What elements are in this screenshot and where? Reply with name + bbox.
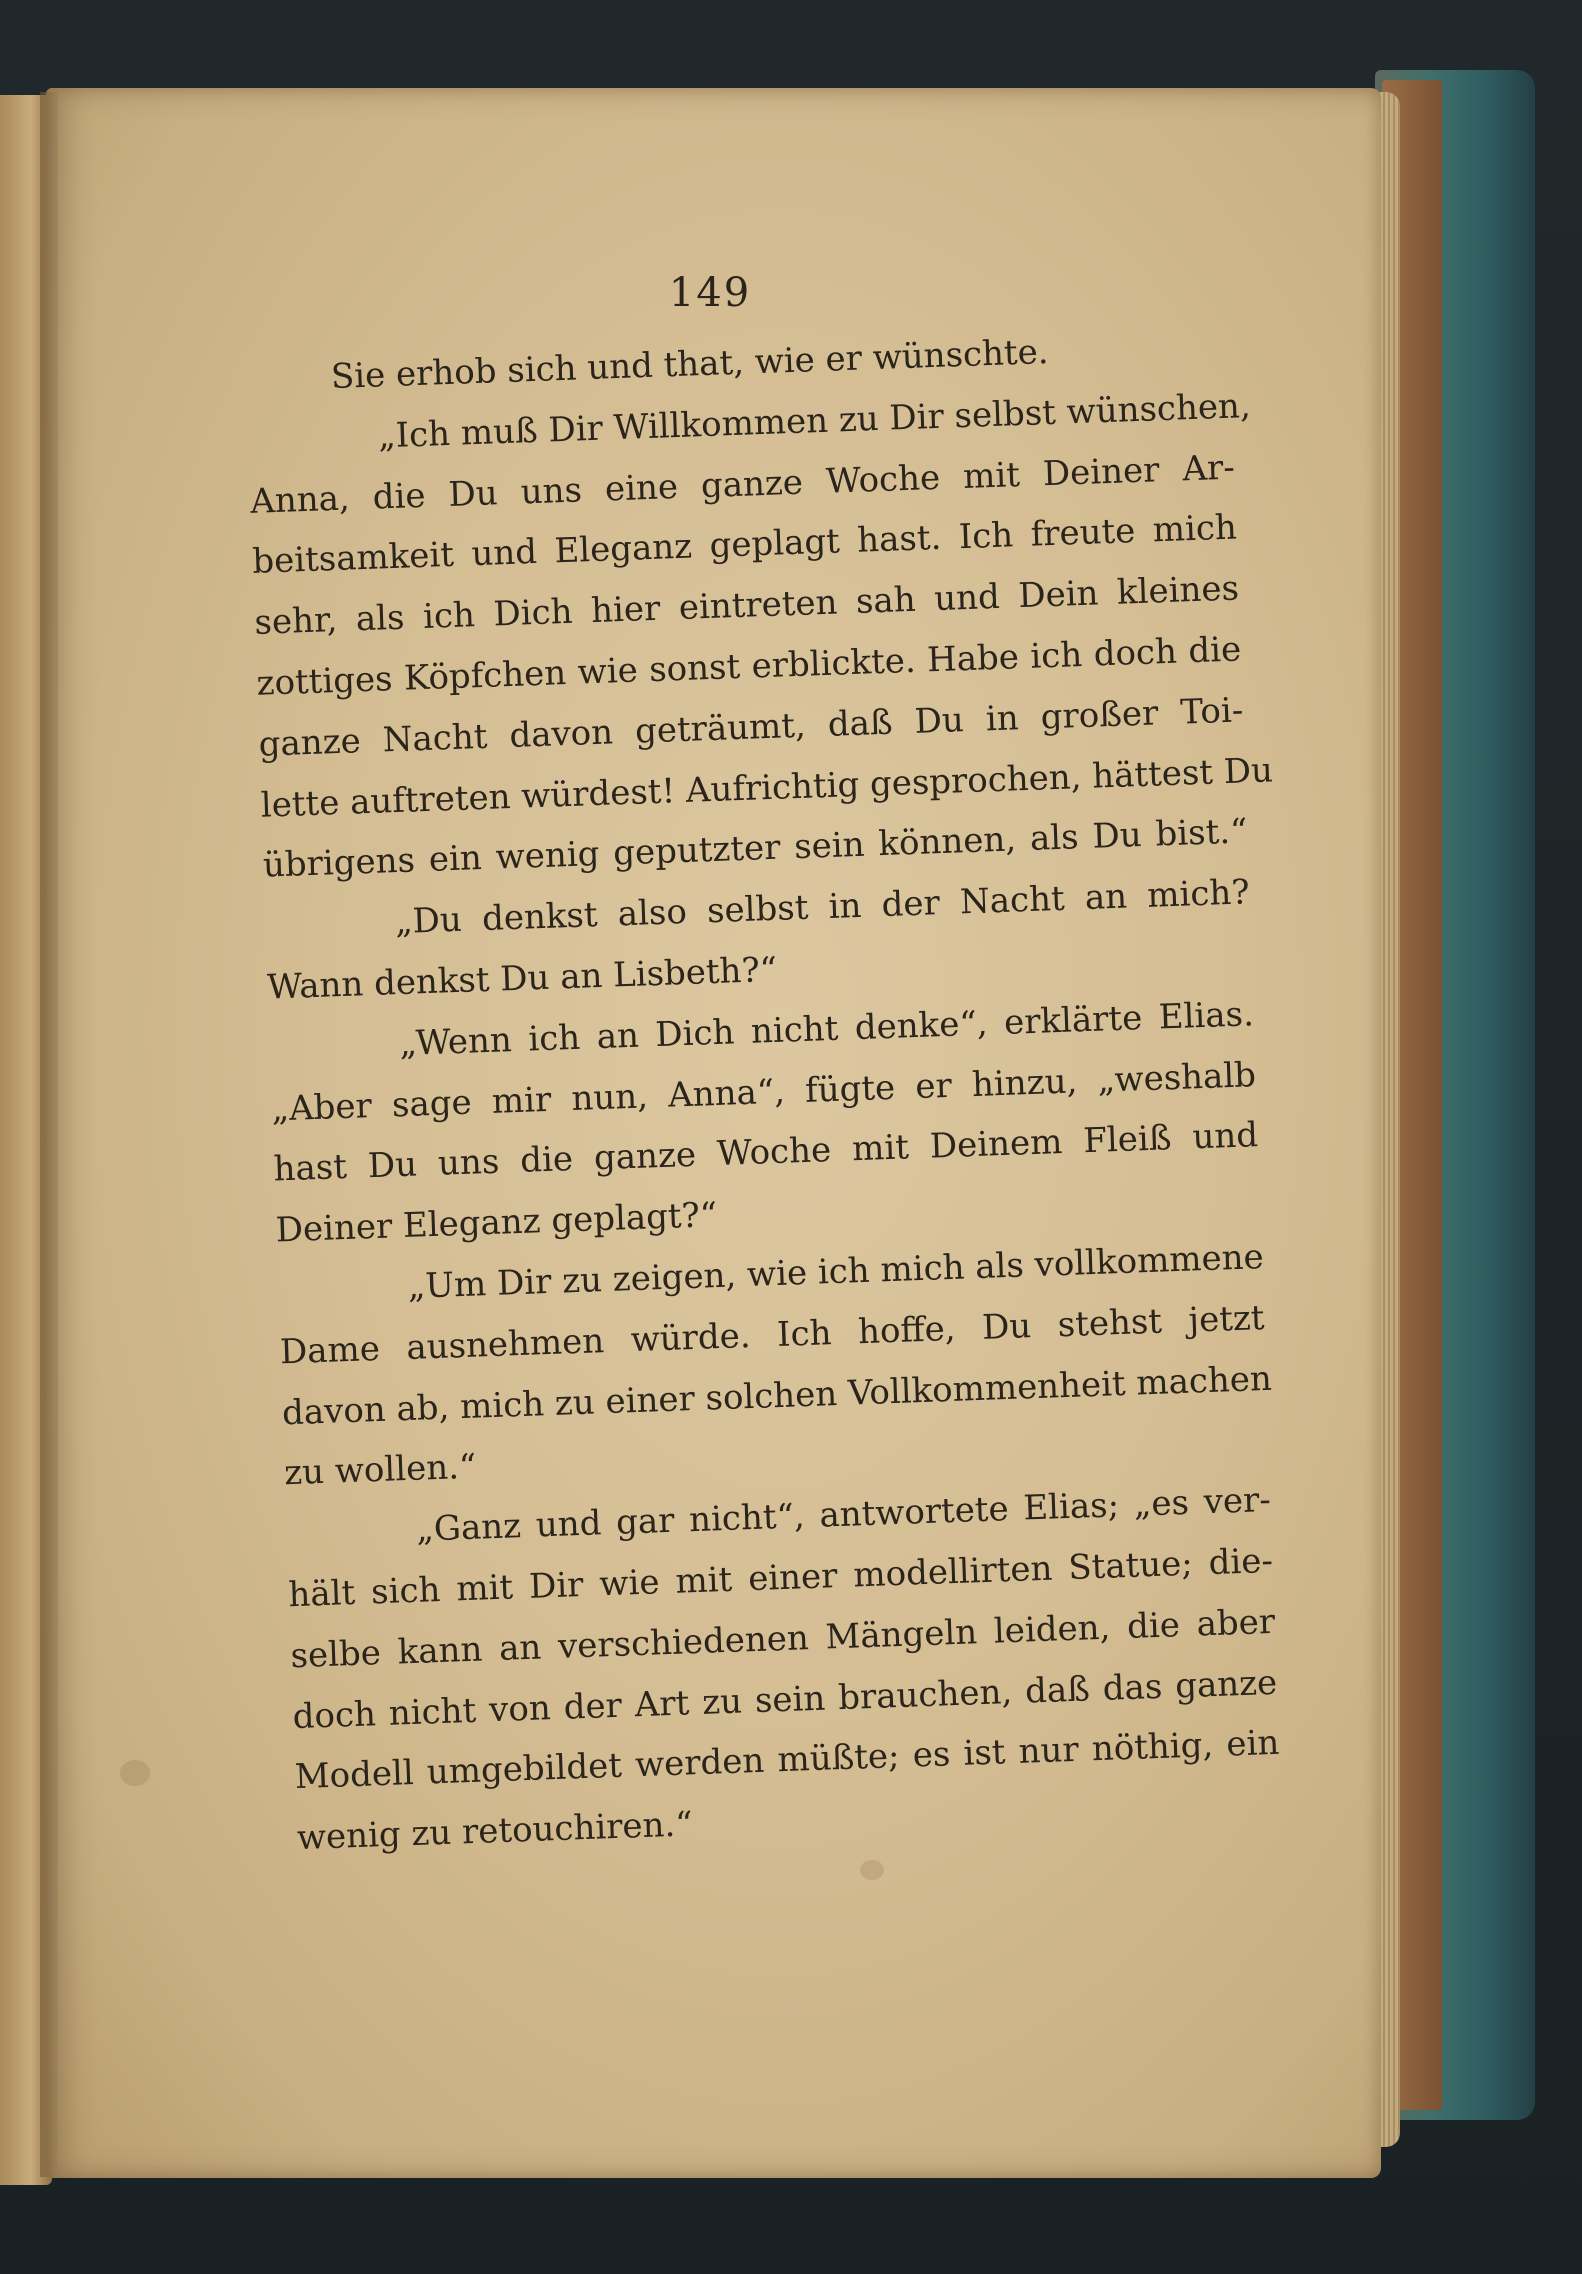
text-line: „Um Dir zu zeigen, wie ich mich als vollkommene	[407, 1236, 1265, 1307]
text-line: lette auftreten würdest! Aufrichtig gesprochen, hättest Du	[260, 749, 1274, 826]
text-line: ganze Nacht davon geträumt, daß Du in großer Toi-	[258, 690, 1244, 765]
page-stain	[860, 1860, 884, 1880]
text-line: „Du denkst also selbst in der Nacht an mich?	[394, 872, 1251, 943]
text-line: Deiner Eleganz geplagt?“	[275, 1195, 718, 1251]
page-number: 149	[668, 270, 752, 316]
text-line: übrigens ein wenig geputzter sein können, als Du bist.“	[262, 811, 1249, 887]
page-text	[245, 316, 1282, 1869]
text-line: „Ganz und gar nicht“, antwortete Elias; „es ver-	[415, 1480, 1272, 1550]
text-line: zottiges Köpfchen wie sonst erblickte. Habe ich doch die	[255, 629, 1242, 704]
text-line: Dame ausnehmen würde. Ich hoffe, Du stehst jetzt	[279, 1297, 1266, 1373]
text-line: „Wenn ich an Dich nicht denke“, erklärte Elias.	[398, 993, 1255, 1064]
page-stain	[120, 1760, 150, 1786]
text-line: „Aber sage mir nun, Anna“, fügte er hinzu, „weshalb	[270, 1054, 1257, 1130]
text-line: hält sich mit Dir wie mit einer modellirten Statue; die-	[287, 1540, 1274, 1616]
text-line: wenig zu retouchiren.“	[296, 1804, 694, 1859]
text-line: zu wollen.“	[283, 1446, 477, 1494]
text-line: Modell umgebildet werden müßte; es ist nur nöthig, ein	[294, 1723, 1280, 1798]
text-line: sehr, als ich Dich hier eintreten sah und Dein kleines	[253, 568, 1240, 644]
text-line: Wann denkst Du an Lisbeth?“	[266, 949, 778, 1008]
text-line: „Ich muß Dir Willkommen zu Dir selbst wünschen,	[377, 385, 1252, 457]
page-gutter	[40, 92, 58, 2177]
text-line: davon ab, mich zu einer solchen Vollkommenheit machen	[281, 1358, 1273, 1433]
text-line: Sie erhob sich und that, wie er wünschte.	[330, 331, 1050, 398]
text-line: hast Du uns die ganze Woche mit Deinem Fleiß und	[272, 1115, 1259, 1190]
text-line: beitsamkeit und Eleganz geplagt hast. Ich freute mich	[251, 507, 1238, 583]
text-line: Anna, die Du uns eine ganze Woche mit Deiner Ar-	[249, 447, 1236, 522]
text-line: doch nicht von der Art zu sein brauchen, daß das ganze	[292, 1662, 1278, 1737]
text-line: selbe kann an verschiedenen Mängeln leiden, die aber	[289, 1601, 1276, 1676]
